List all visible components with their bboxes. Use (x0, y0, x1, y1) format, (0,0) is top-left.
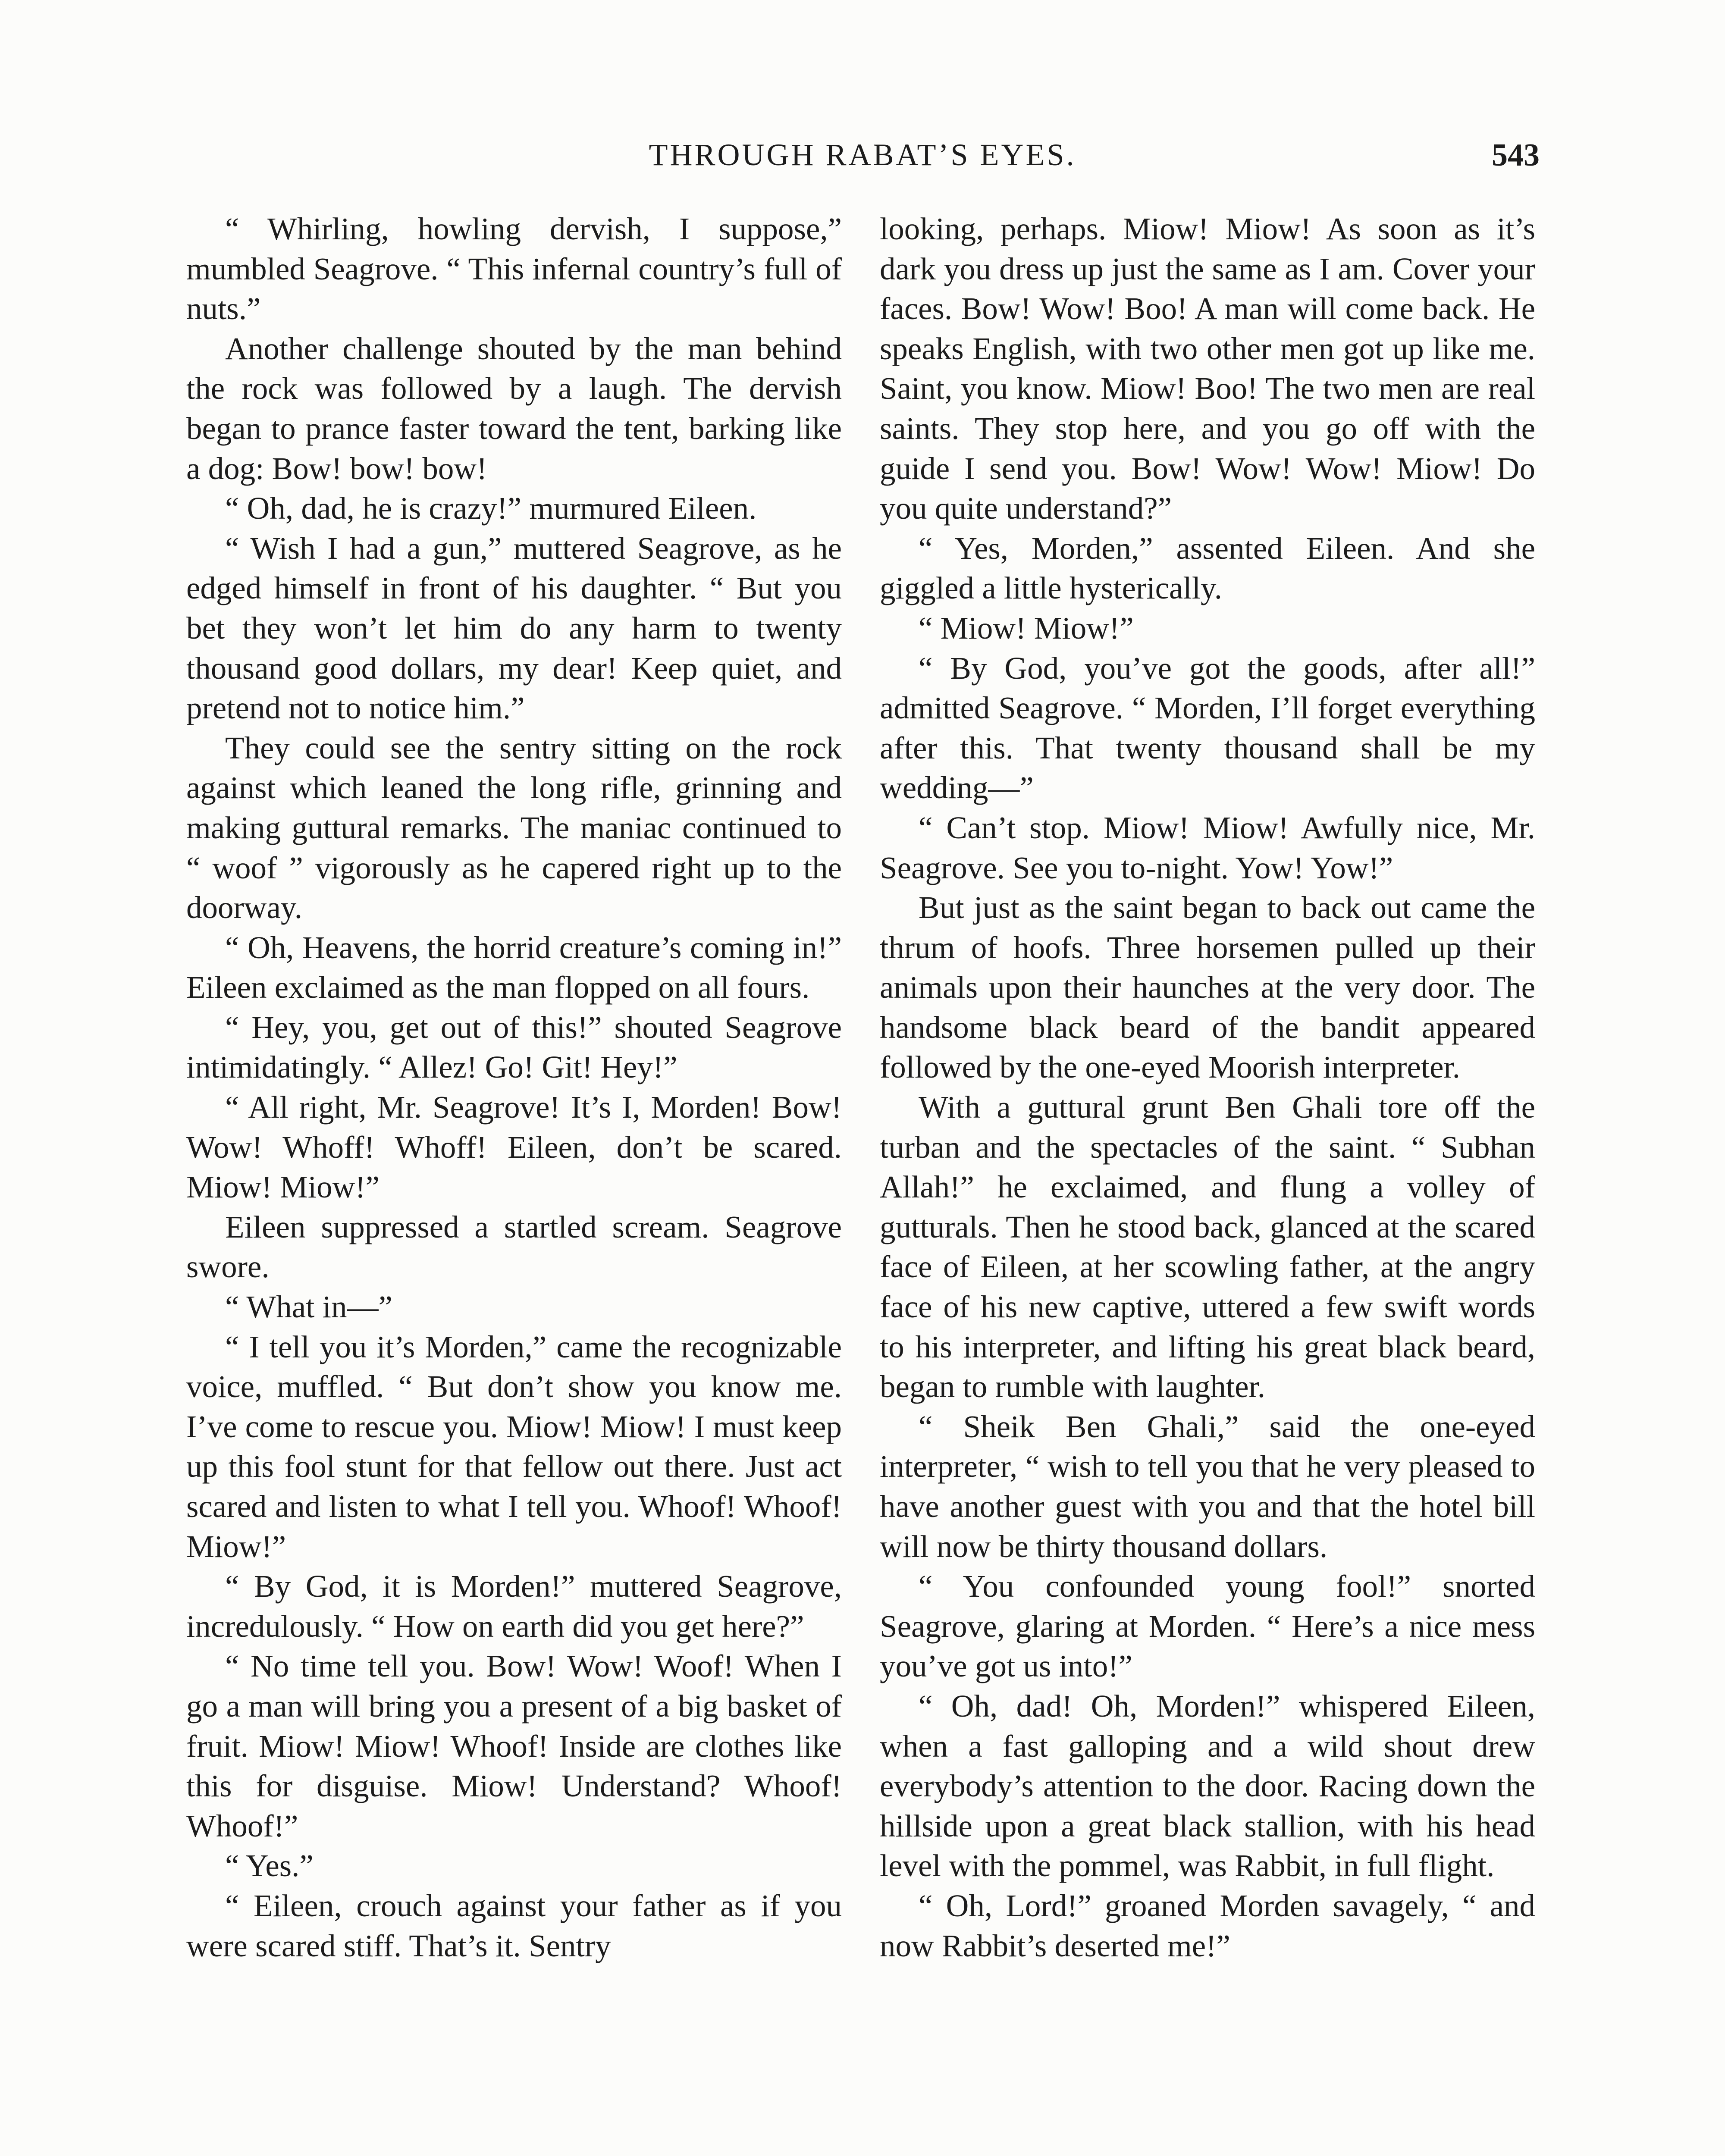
paragraph: “ Yes.” (225, 1848, 314, 1883)
paragraph: “ Oh, Lord!” groaned Morden savagely, “ and now Rabbit’s deserted me!” (880, 1888, 1535, 1963)
paragraph: Another challenge shouted by the man behind the rock was followed by a laugh. The dervish began to prance faster toward the tent, barking like a dog: Bow! bow! bow! (186, 331, 842, 486)
running-title: THROUGH RABAT’S EYES. (649, 138, 1076, 172)
paragraph: “ Wish I had a gun,” muttered Seagrove, as he edged himself in front of his daughter. “ But you bet they won’t let him do any harm to twenty thousand good dollars, my dear! Keep quiet, and pretend not to notice him.” (186, 530, 842, 726)
paragraph: “ I tell you it’s Morden,” came the recognizable voice, muffled. “ But don’t show you know me. I’ve come to rescue you. Miow! Miow! I must keep up this fool stunt for that fellow out there. Just act scared and listen to what I tell you. Whoof! Whoof! Miow!” (186, 1329, 842, 1564)
paragraph: “ Whirling, howling dervish, I suppose,” mumbled Seagrove. “ This infernal country’s full of nuts.” (186, 211, 842, 326)
paragraph: “ Oh, dad, he is crazy!” murmured Eileen. (225, 491, 757, 526)
paragraph: “ Can’t stop. Miow! Miow! Awfully nice, Mr. Seagrove. See you to-night. Yow! Yow!” (880, 810, 1535, 885)
paragraph: “ Miow! Miow!” (919, 610, 1134, 646)
paragraph: “ Hey, you, get out of this!” shouted Seagrove intimidatingly. “ Allez! Go! Git! Hey!” (186, 1009, 842, 1085)
paragraph: “ By God, you’ve got the goods, after all!” admitted Seagrove. “ Morden, I’ll forget everything after this. That twenty thousand shall be my wedding—” (880, 650, 1535, 805)
page-number: 543 (1492, 138, 1540, 173)
paragraph: But just as the saint began to back out came the thrum of hoofs. Three horsemen pulled up their animals upon their haunches at the very door. The handsome black beard of the bandit appeared followed by the one-eyed Moorish interpreter. (880, 890, 1535, 1085)
paragraph-continued: looking, perhaps. Miow! Miow! As soon as it’s dark you dress up just the same as I am. Cover your faces. Bow! Wow! Boo! A man will come back. He speaks English, with two other men got up like me. Saint, you know. Miow! Boo! The two men are real saints. They stop here, and you go off with the guide I send you. Bow! Wow! Wow! Miow! Do you quite understand?” (880, 211, 1535, 526)
paragraph: Eileen suppressed a startled scream. Seagrove swore. (186, 1209, 842, 1285)
paragraph: With a guttural grunt Ben Ghali tore off the turban and the spectacles of the saint. “ Subhan Allah!” he exclaimed, and flung a volley of gutturals. Then he stood back, glanced at the scared face of Eileen, at her scowling father, at the angry face of his new captive, uttered a few swift words to his interpreter, and lifting his great black beard, began to rumble with laughter. (880, 1090, 1535, 1404)
paragraph: “ Oh, dad! Oh, Morden!” whispered Eileen, when a fast galloping and a wild shout drew everybody’s attention to the door. Racing down the hillside upon a great black stallion, with his head level with the pommel, was Rabbit, in full flight. (880, 1688, 1535, 1883)
paragraph: “ Eileen, crouch against your father as if you were scared stiff. That’s it. Sentry (186, 1888, 842, 1963)
paragraph: “ Sheik Ben Ghali,” said the one-eyed interpreter, “ wish to tell you that he very pleased to have another guest with you and that the hotel bill will now be thirty thousand dollars. (880, 1409, 1535, 1564)
right-column (880, 209, 1535, 1966)
page-header (185, 137, 1540, 185)
paragraph: “ You confounded young fool!” snorted Seagrove, glaring at Morden. “ Here’s a nice mess you’ve got us into!” (880, 1569, 1535, 1684)
paragraph: “ By God, it is Morden!” muttered Seagrove, incredulously. “ How on earth did you get here?” (186, 1569, 842, 1644)
paragraph: “ Oh, Heavens, the horrid creature’s coming in!” Eileen exclaimed as the man flopped on all fours. (186, 930, 842, 1005)
paragraph: “ What in—” (225, 1289, 392, 1325)
paragraph: They could see the sentry sitting on the rock against which leaned the long rifle, grinning and making guttural remarks. The maniac continued to “ woof ” vigorously as he capered right up to the doorway. (186, 730, 842, 925)
paragraph: “ All right, Mr. Seagrove! It’s I, Morden! Bow! Wow! Whoff! Whoff! Eileen, don’t be scared. Miow! Miow!” (186, 1090, 842, 1205)
paragraph: “ No time tell you. Bow! Wow! Woof! When I go a man will bring you a present of a big basket of fruit. Miow! Miow! Whoof! Inside are clothes like this for disguise. Miow! Understand? Whoof! Whoof!” (186, 1648, 842, 1843)
paragraph: “ Yes, Morden,” assented Eileen. And she giggled a little hysterically. (880, 530, 1535, 606)
left-column (186, 209, 842, 1966)
